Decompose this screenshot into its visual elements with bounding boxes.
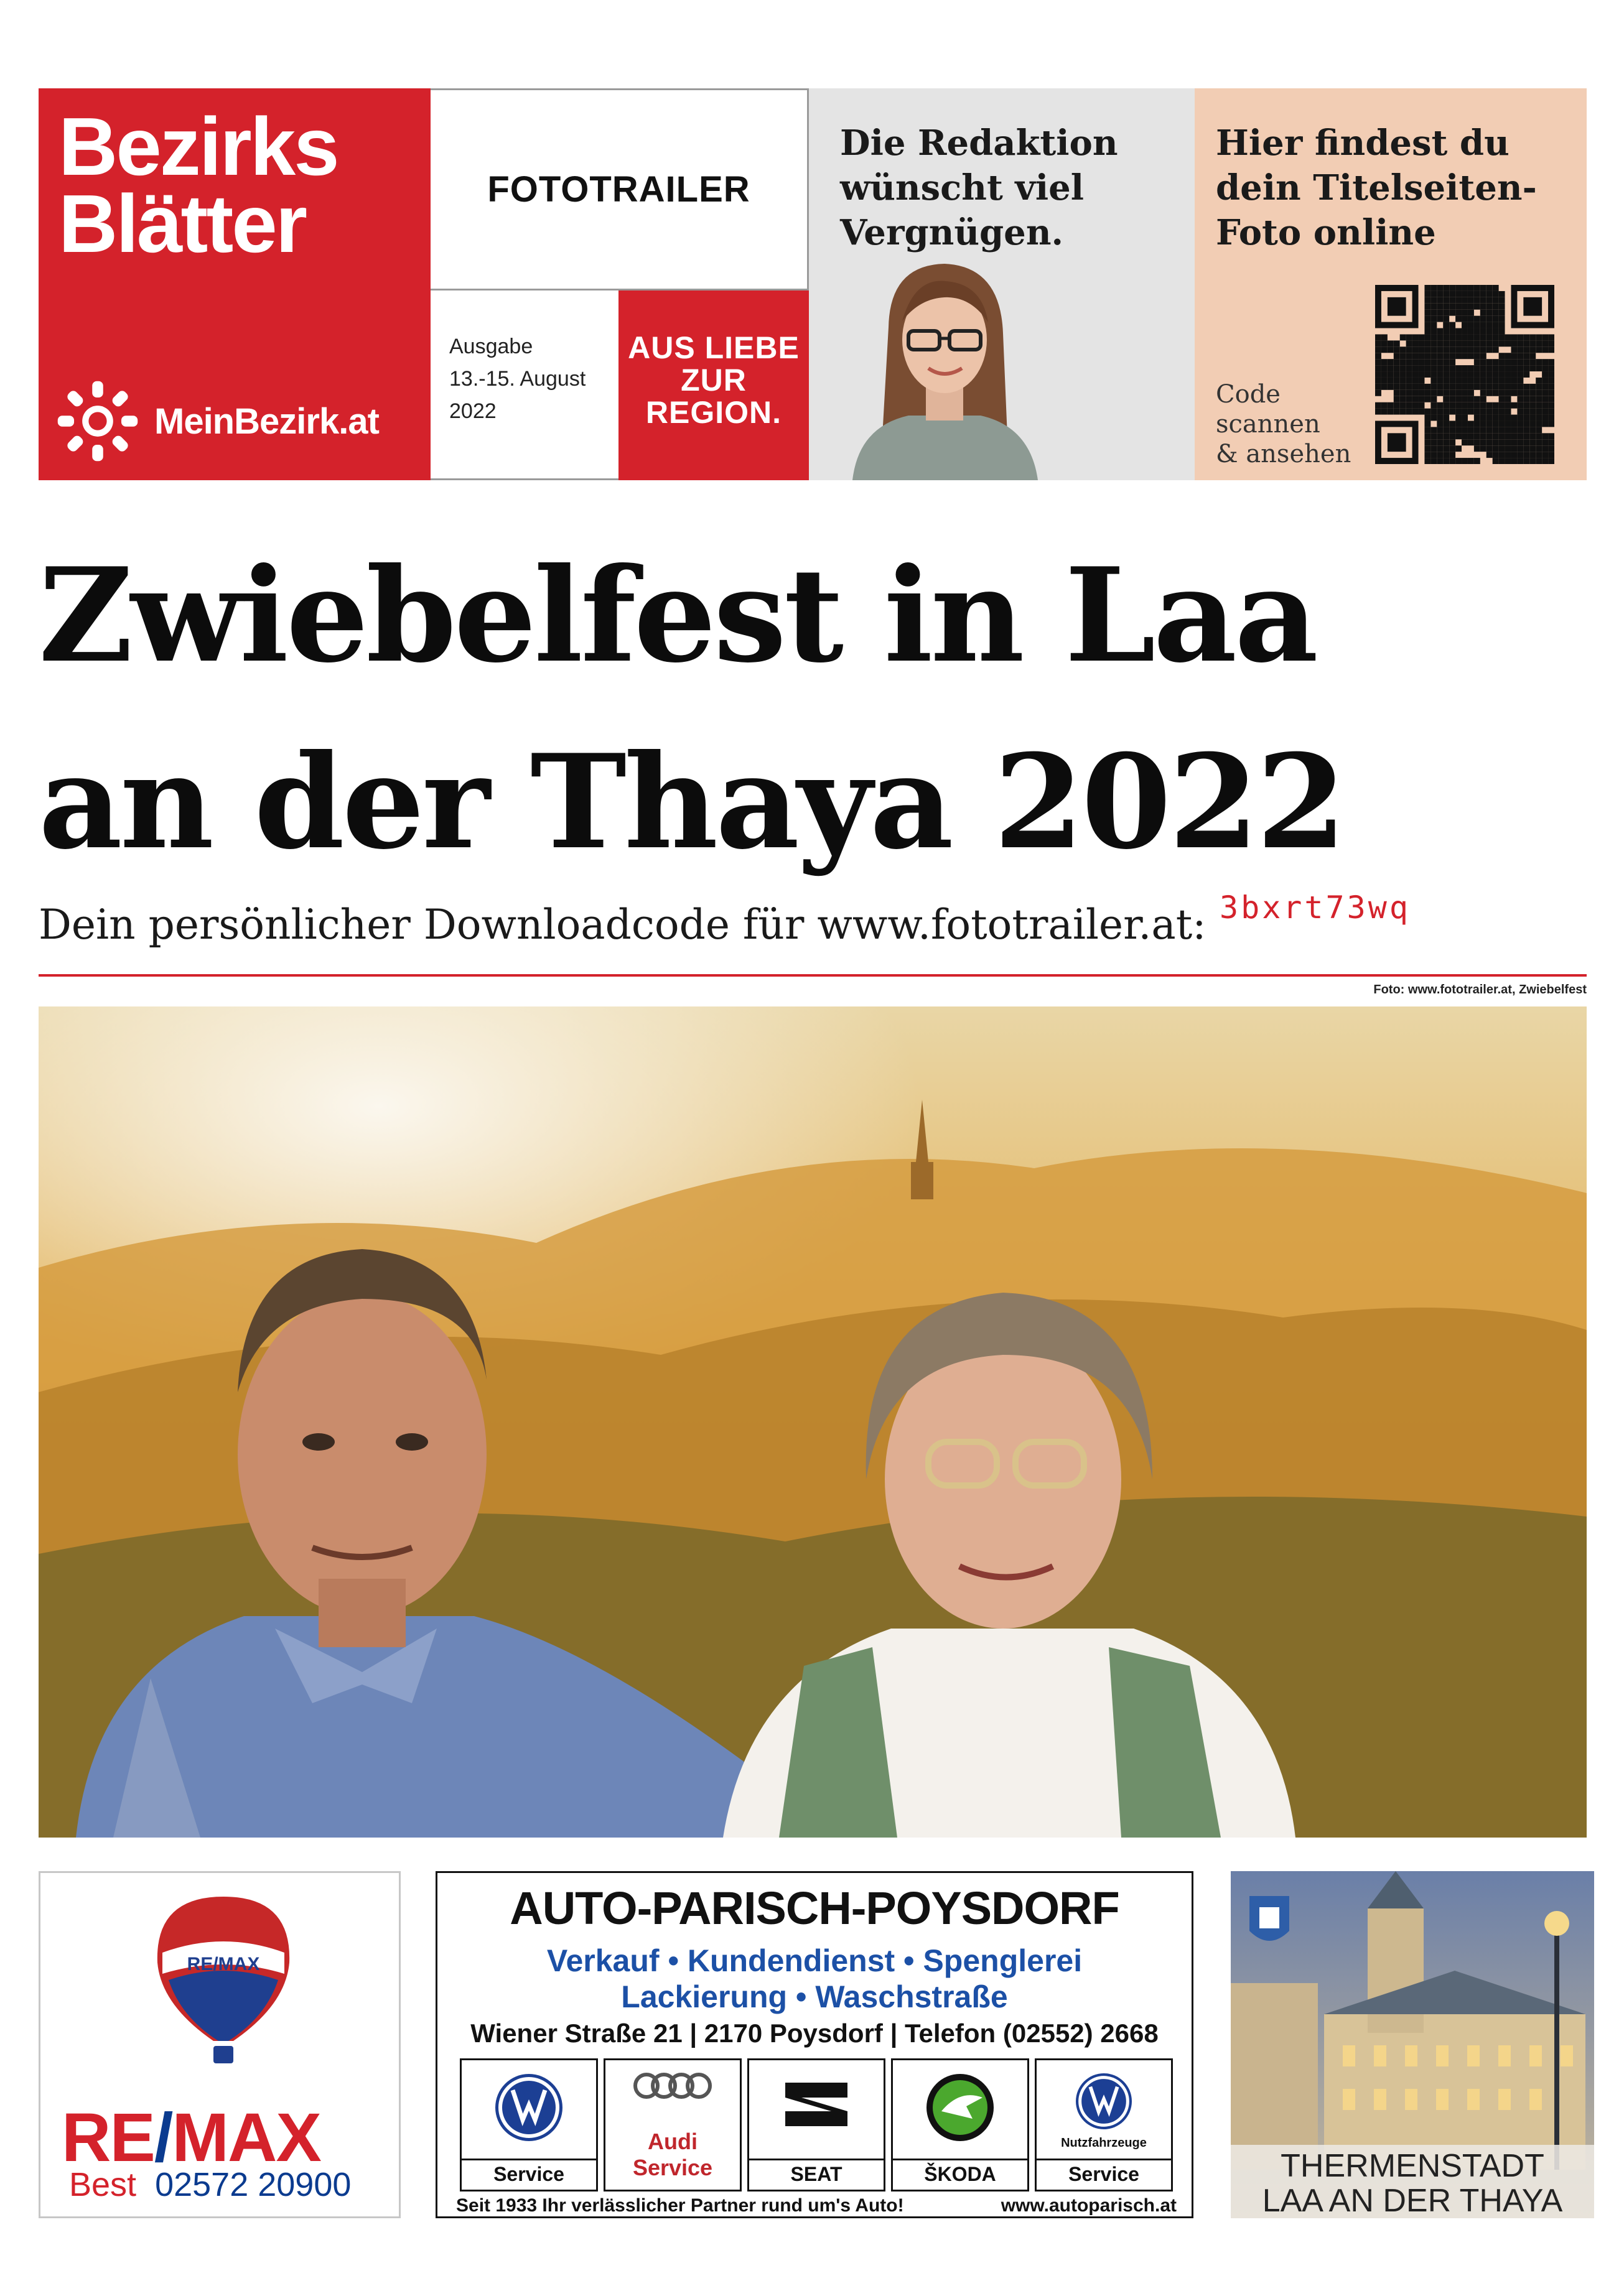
scan-hint bbox=[1216, 379, 1351, 469]
brand-skoda bbox=[891, 2058, 1029, 2191]
slogan-box bbox=[618, 290, 809, 480]
balloon-text: RE/MAX bbox=[187, 1954, 260, 1974]
scan-line-2: scannen bbox=[1216, 410, 1320, 439]
online-line-1: Hier findest du bbox=[1216, 123, 1510, 164]
brand-label: ŠKODA bbox=[893, 2159, 1027, 2186]
meinbezirk-link[interactable] bbox=[52, 374, 379, 468]
vw-logo-icon bbox=[492, 2070, 566, 2145]
brand-vw-commercial bbox=[1035, 2058, 1173, 2191]
editor-portrait bbox=[840, 253, 1049, 480]
online-line-3: Foto online bbox=[1216, 212, 1436, 253]
slogan-line-2: ZUR bbox=[681, 363, 747, 397]
section-title: FOTOTRAILER bbox=[487, 169, 750, 210]
editorial-line-3: Vergnügen. bbox=[840, 212, 1064, 253]
remax-phone: 02572 20900 bbox=[155, 2166, 352, 2203]
qr-code[interactable] bbox=[1375, 285, 1554, 464]
brand-logos bbox=[460, 2058, 1173, 2191]
page-title bbox=[39, 523, 1575, 896]
laa-caption-line-2: LAA AN DER THAYA bbox=[1262, 2183, 1563, 2218]
meinbezirk-sun-icon bbox=[52, 376, 143, 467]
title-line-2: an der Thaya 2022 bbox=[39, 727, 1344, 878]
masthead bbox=[39, 88, 1587, 480]
issue-label: Ausgabe bbox=[449, 335, 533, 358]
download-code[interactable]: 3bxrt73wq bbox=[1220, 890, 1411, 926]
brand-sublabel: Nutzfahrzeuge bbox=[1061, 2136, 1147, 2150]
section-title-box bbox=[431, 88, 809, 290]
remax-word-left: RE bbox=[62, 2099, 154, 2176]
brand-label: Audi Service bbox=[632, 2129, 713, 2180]
editorial-greeting bbox=[840, 121, 1118, 255]
online-line-2: dein Titelseiten- bbox=[1216, 167, 1537, 208]
brand-vw bbox=[460, 2058, 598, 2191]
brand-label: Service bbox=[462, 2159, 596, 2186]
auto-website-link[interactable]: www.autoparisch.at bbox=[1001, 2195, 1177, 2216]
main-photo bbox=[39, 1006, 1587, 1838]
laa-caption-line-1: THERMENSTADT bbox=[1281, 2148, 1544, 2184]
auto-slogan: Seit 1933 Ihr verlässlicher Partner rund um's Auto! bbox=[456, 2195, 904, 2216]
scan-line-1: Code bbox=[1216, 380, 1281, 409]
remax-ad[interactable] bbox=[39, 1871, 401, 2218]
auto-title: AUTO-PARISCH-POYSDORF bbox=[510, 1882, 1119, 1934]
issue-year: 2022 bbox=[449, 399, 497, 423]
title-line-1: Zwiebelfest in Laa bbox=[39, 540, 1316, 692]
services-line-2: Lackierung • Waschstraße bbox=[621, 1979, 1008, 2014]
remax-slash: / bbox=[154, 2099, 172, 2176]
brand-label: SEAT bbox=[749, 2159, 884, 2186]
remax-balloon-icon bbox=[154, 1893, 293, 2067]
laa-ad[interactable] bbox=[1231, 1871, 1594, 2218]
remax-contact bbox=[69, 2165, 351, 2204]
editorial-line-1: Die Redaktion bbox=[840, 123, 1118, 164]
editorial-line-2: wünscht viel bbox=[840, 167, 1085, 208]
slogan-line-1: AUS LIEBE bbox=[628, 330, 800, 365]
services-line-1: Verkauf • Kundendienst • Spenglerei bbox=[546, 1943, 1083, 1978]
brand-seat bbox=[747, 2058, 885, 2191]
remax-word-right: MAX bbox=[172, 2099, 320, 2176]
logo-wordmark bbox=[58, 101, 338, 269]
brand-label: Service bbox=[1037, 2159, 1171, 2186]
logo-line-1: Bezirks bbox=[58, 101, 338, 192]
issue-info bbox=[431, 290, 618, 480]
slogan-line-3: REGION. bbox=[645, 395, 782, 430]
online-box bbox=[1195, 88, 1587, 480]
meinbezirk-label: MeinBezirk.at bbox=[154, 401, 379, 442]
scan-line-3: & ansehen bbox=[1216, 440, 1351, 468]
issue-dates: 13.-15. August bbox=[449, 367, 586, 391]
laa-caption bbox=[1231, 2145, 1594, 2218]
logo-line-2: Blätter bbox=[58, 178, 306, 269]
online-hint bbox=[1216, 121, 1537, 255]
auto-services bbox=[437, 1943, 1192, 2015]
brand-audi bbox=[604, 2058, 742, 2191]
editorial-box bbox=[809, 88, 1195, 480]
seat-logo-icon bbox=[779, 2070, 854, 2139]
audi-rings-icon bbox=[629, 2070, 716, 2101]
auto-address: Wiener Straße 21 | 2170 Poysdorf | Telefon (02552) 2668 bbox=[470, 2019, 1159, 2048]
divider bbox=[39, 974, 1587, 977]
photo-credit: Foto: www.fototrailer.at, Zwiebelfest bbox=[1373, 983, 1587, 997]
bezirksblaetter-logo[interactable] bbox=[39, 88, 431, 480]
auto-footer bbox=[456, 2195, 1177, 2216]
vw-logo-icon bbox=[1073, 2070, 1135, 2132]
auto-parisch-ad[interactable] bbox=[436, 1871, 1193, 2218]
remax-office: Best bbox=[69, 2166, 137, 2203]
download-label: Dein persönlicher Downloadcode für www.fototrailer.at: bbox=[39, 901, 1206, 949]
skoda-logo-icon bbox=[923, 2070, 997, 2145]
